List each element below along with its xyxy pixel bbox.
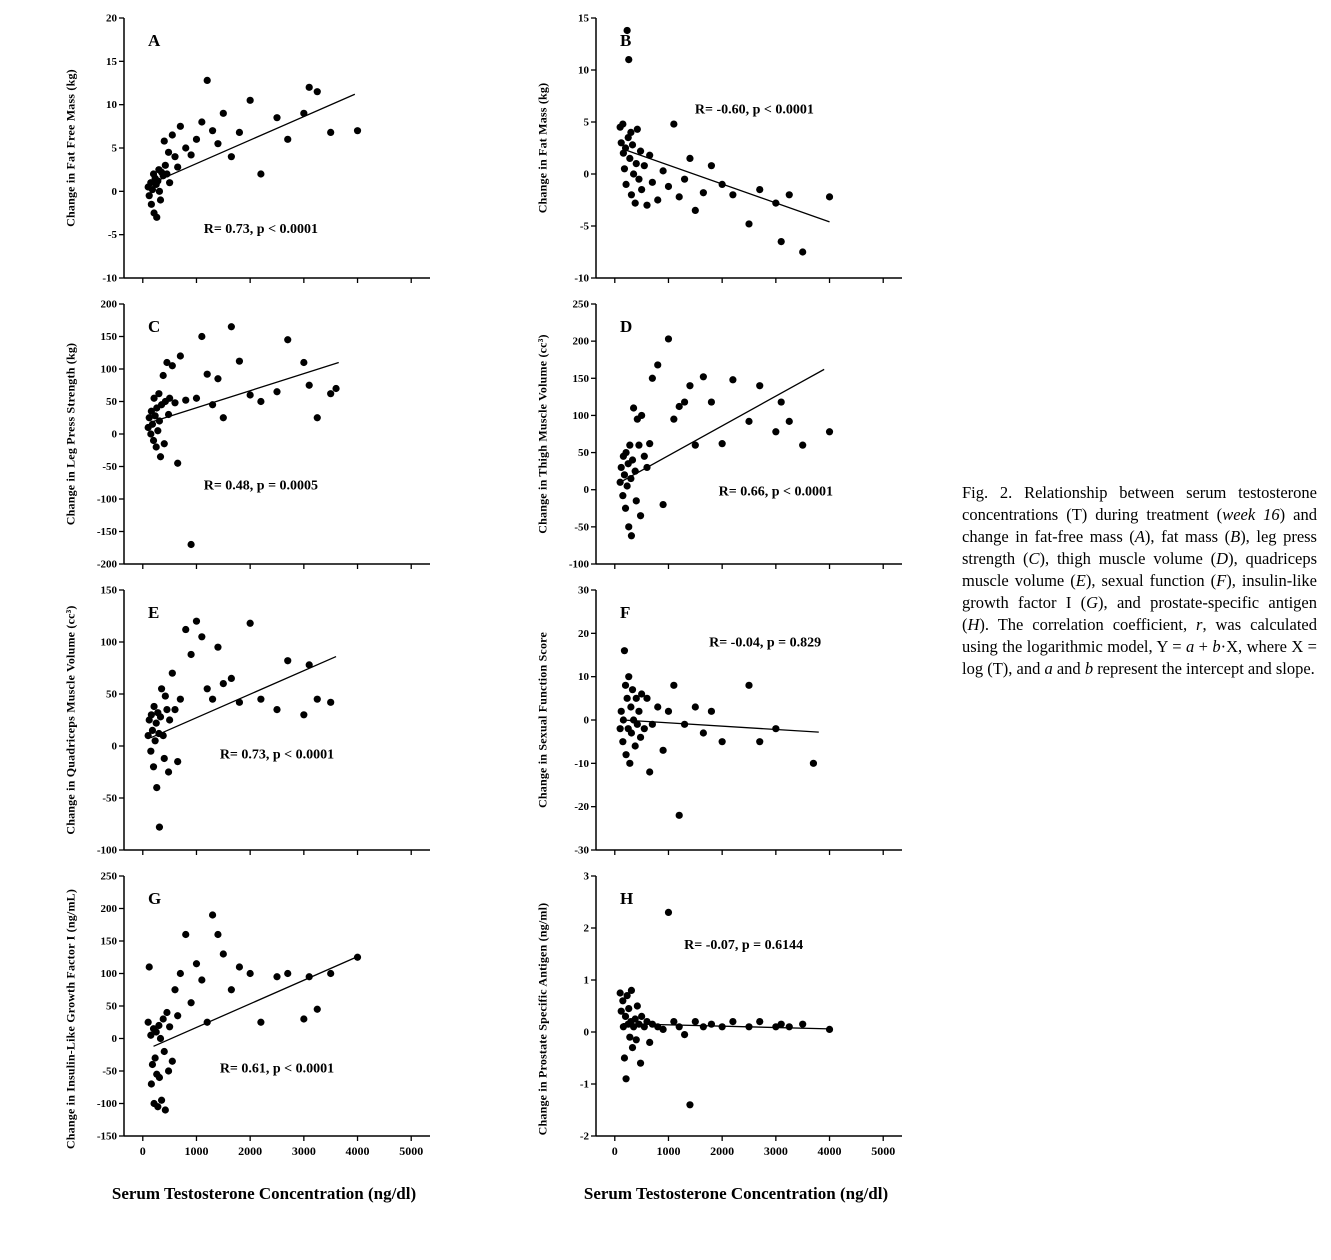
svg-text:50: 50 [106,688,117,701]
svg-text:2000: 2000 [710,1144,735,1158]
svg-text:10: 10 [578,671,589,684]
panel-a-ylabel [58,8,84,288]
svg-text:F: F [620,603,631,622]
svg-text:-100: -100 [96,1098,117,1110]
svg-text:D: D [620,317,633,336]
svg-text:B: B [620,31,632,50]
panel-e-plot [84,580,444,860]
svg-text:R= -0.60, p < 0.0001: R= -0.60, p < 0.0001 [694,102,814,118]
svg-text:-200: -200 [96,558,117,571]
svg-text:-10: -10 [102,272,117,285]
left-chart-column [0,0,520,1260]
svg-text:50: 50 [578,447,589,460]
svg-text:0: 0 [139,1144,146,1158]
svg-text:R= 0.73, p < 0.0001: R= 0.73, p < 0.0001 [203,221,319,237]
panel-g [58,866,520,1172]
svg-text:0: 0 [111,428,117,441]
svg-text:-5: -5 [107,229,117,242]
svg-text:250: 250 [100,870,117,883]
svg-text:10: 10 [578,64,589,77]
panel-f [530,580,950,860]
panel-f-ylabel [530,580,556,860]
svg-text:100: 100 [100,968,117,980]
panel-g-plot [84,866,444,1172]
svg-text:100: 100 [100,363,117,376]
svg-text:30: 30 [578,584,589,597]
svg-text:100: 100 [572,409,589,422]
svg-text:R= 0.48, p = 0.0005: R= 0.48, p = 0.0005 [203,478,319,494]
panel-d-ylabel [530,294,556,574]
svg-text:5: 5 [583,116,589,129]
svg-text:15: 15 [106,55,117,68]
svg-text:15: 15 [578,12,589,25]
svg-text:R= -0.07, p = 0.6144: R= -0.07, p = 0.6144 [684,937,804,953]
svg-text:150: 150 [100,331,117,343]
panel-d-plot [556,294,916,574]
svg-text:3: 3 [583,870,589,883]
svg-text:200: 200 [100,903,117,915]
svg-text:-150: -150 [96,1130,117,1143]
svg-text:0: 0 [611,1144,618,1158]
svg-text:50: 50 [106,1000,117,1013]
svg-text:-100: -100 [96,844,117,857]
svg-text:1000: 1000 [184,1144,209,1158]
svg-text:-100: -100 [568,558,589,571]
svg-text:-30: -30 [574,844,589,857]
svg-text:100: 100 [100,636,117,649]
svg-text:0: 0 [111,740,117,753]
svg-text:2000: 2000 [238,1144,263,1158]
panel-h-ylabel [530,866,556,1172]
svg-text:-20: -20 [574,801,589,814]
svg-text:R= 0.73, p < 0.0001: R= 0.73, p < 0.0001 [219,747,335,763]
svg-text:0: 0 [583,714,589,727]
svg-text:150: 150 [572,372,589,385]
svg-text:4000: 4000 [817,1144,842,1158]
svg-text:-100: -100 [96,493,117,506]
panel-h [530,866,950,1172]
svg-text:-2: -2 [579,1130,589,1143]
panel-a-ylabel-text: Change in Fat Free Mass (kg) [63,69,78,227]
panel-h-plot [556,866,916,1172]
svg-text:-10: -10 [574,757,589,770]
x-axis-title-left: Serum Testosterone Concentration (ng/dl) [111,1184,417,1203]
svg-text:A: A [148,31,161,50]
panel-f-plot [556,580,916,860]
svg-text:1000: 1000 [656,1144,681,1158]
svg-text:-50: -50 [102,792,117,805]
svg-text:150: 150 [100,935,117,948]
panel-a [58,8,520,288]
panel-g-ylabel [58,866,84,1172]
panel-f-ylabel-text: Change in Sexual Function Score [535,632,550,808]
svg-text:H: H [620,889,634,908]
panel-d [530,294,950,574]
panel-b-ylabel-text: Change in Fat Mass (kg) [535,82,550,214]
svg-text:250: 250 [572,298,589,311]
svg-text:-10: -10 [574,272,589,285]
svg-text:E: E [148,603,160,622]
svg-text:-50: -50 [574,521,589,534]
panel-h-ylabel-text: Change in Prostate Specific Antigen (ng/ml) [535,902,550,1136]
right-chart-column [520,0,950,1260]
figure-caption-column [950,0,1331,1260]
svg-text:C: C [148,317,161,336]
svg-text:50: 50 [106,396,117,408]
svg-text:200: 200 [572,335,589,348]
svg-text:-50: -50 [102,1065,117,1078]
svg-text:-150: -150 [96,526,117,538]
panel-b-plot [556,8,916,288]
panel-e [58,580,520,860]
svg-text:0: 0 [111,185,117,198]
panel-c [58,294,520,574]
svg-text:G: G [148,889,162,908]
svg-text:3000: 3000 [763,1144,788,1158]
svg-text:0: 0 [111,1033,117,1045]
panel-g-ylabel-text: Change in Insulin-Like Growth Factor I (ng/mL) [63,888,78,1150]
x-axis-title-right: Serum Testosterone Concentration (ng/dl) [583,1184,889,1203]
svg-text:200: 200 [100,298,117,311]
panel-d-ylabel-text: Change in Thigh Muscle Volume (cc³) [535,334,550,534]
panel-e-ylabel [58,580,84,860]
panel-e-ylabel-text: Change in Quadriceps Muscle Volume (cc³) [63,605,78,835]
svg-text:20: 20 [578,627,589,640]
svg-text:-50: -50 [102,461,117,473]
panel-b-ylabel [530,8,556,288]
svg-text:10: 10 [106,99,117,112]
svg-text:0: 0 [583,1026,589,1039]
panel-c-ylabel-text: Change in Leg Press Strength (kg) [63,342,78,526]
svg-text:2: 2 [583,922,589,935]
svg-text:0: 0 [583,168,589,181]
svg-text:R= 0.61, p < 0.0001: R= 0.61, p < 0.0001 [219,1061,335,1077]
svg-text:1: 1 [583,974,589,987]
svg-text:5000: 5000 [871,1144,896,1158]
svg-text:5: 5 [111,142,117,155]
svg-text:5000: 5000 [399,1144,424,1158]
figure-caption: Fig. 2. Relationship between serum testosterone concentrations (T) during treatment (week 16) and change in fat-free mass (A), fat mass (B), leg press strength (C), thigh muscle volume (D), quadriceps muscle volume (E), sexual function (F), insulin-like growth factor I (G), and prostate-specific antigen (H). The correlation coefficient, r, was calculated using the logarithmic model, Y = a + b·X, where X = log (T), and a and b represent the intercept and slope. [962,483,1318,678]
svg-text:-5: -5 [579,220,589,233]
panel-b [530,8,950,288]
panel-a-plot [84,8,444,288]
svg-text:3000: 3000 [291,1144,316,1158]
svg-text:R= -0.04, p = 0.829: R= -0.04, p = 0.829 [709,635,822,651]
panel-c-ylabel [58,294,84,574]
svg-text:20: 20 [106,12,117,25]
svg-text:R= 0.66, p < 0.0001: R= 0.66, p < 0.0001 [718,484,834,500]
svg-text:-1: -1 [579,1078,589,1091]
svg-text:0: 0 [583,484,589,497]
svg-text:4000: 4000 [345,1144,370,1158]
panel-c-plot [84,294,444,574]
svg-text:150: 150 [100,584,117,597]
